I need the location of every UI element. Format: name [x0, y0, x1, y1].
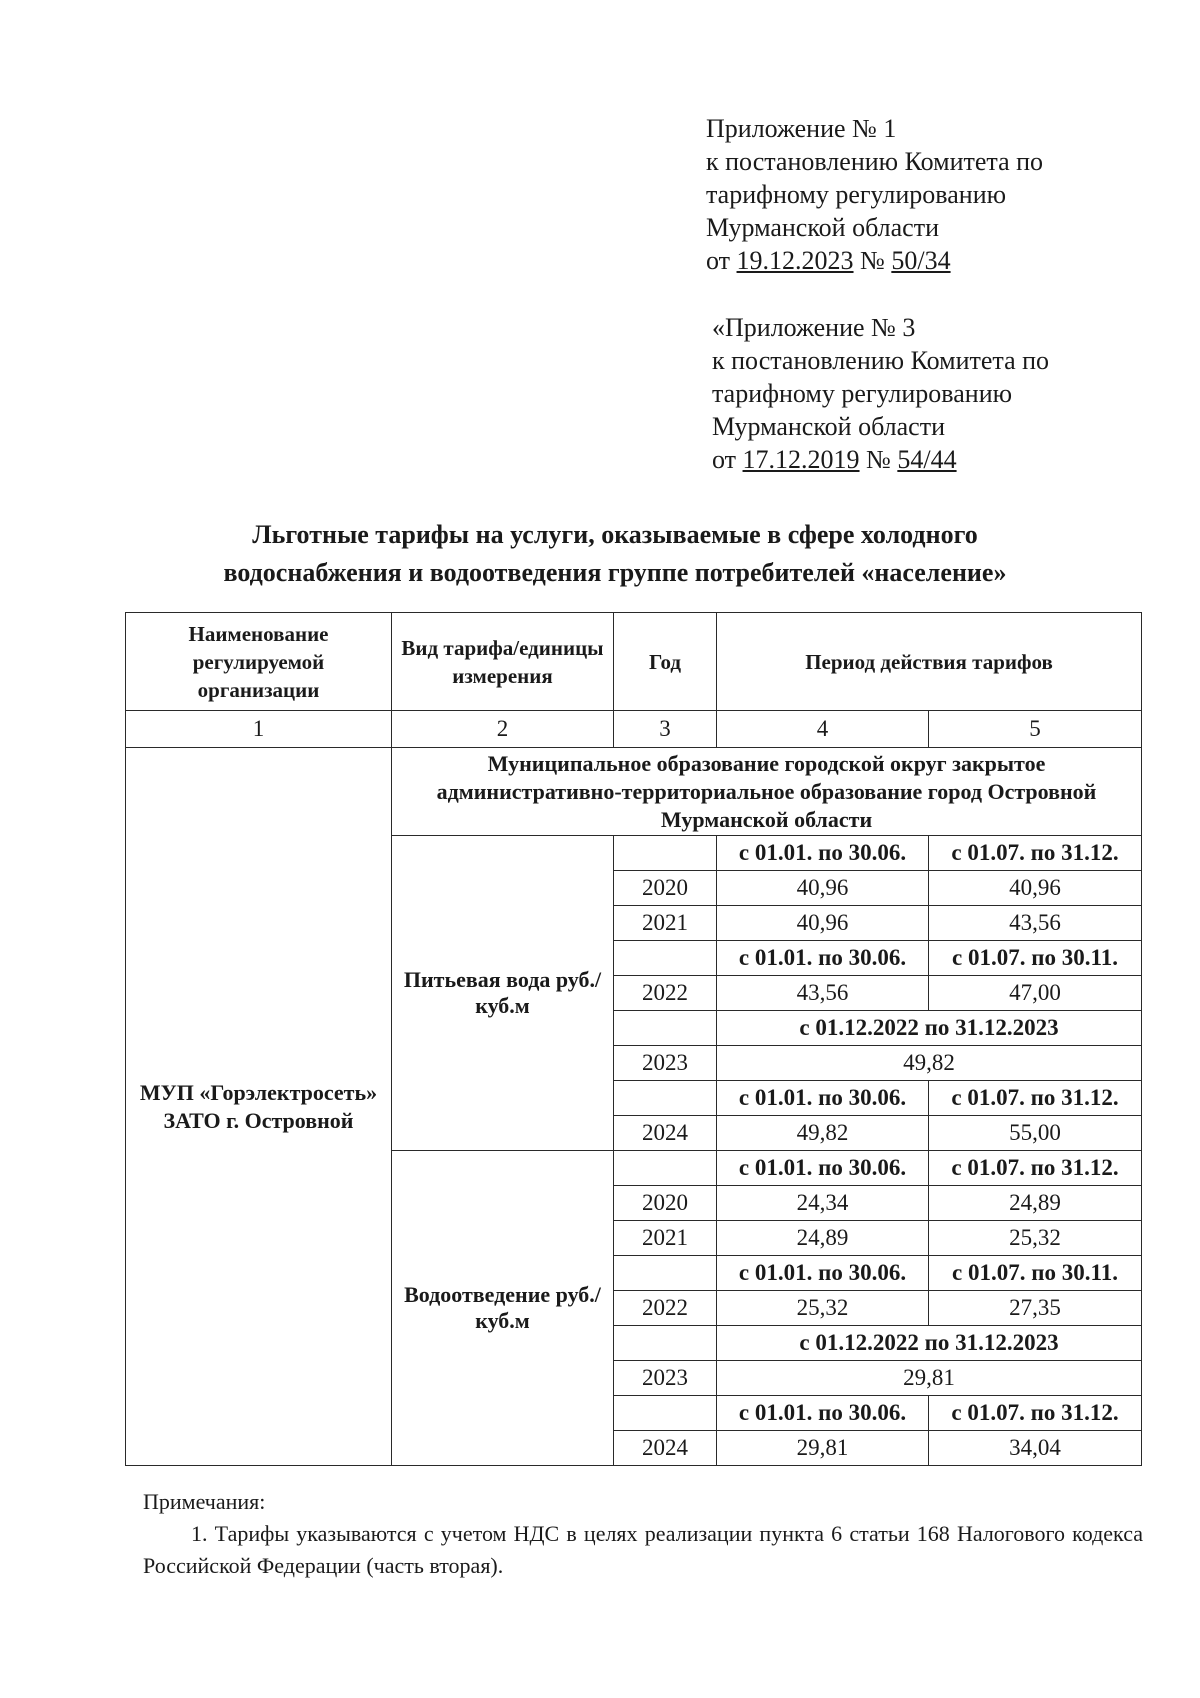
column-number-row — [126, 711, 1142, 748]
header-tariff-type: Вид тарифа/единицы измерения — [392, 613, 614, 711]
municipality-cell: Муниципальное образование городской округ закрытое административно-территориальное образование город Островной Мурманской области — [392, 748, 1142, 836]
tariff-value: 29,81 — [717, 1361, 1142, 1396]
period-cell: с 01.07. по 31.12. — [929, 1396, 1142, 1431]
year-cell — [614, 941, 717, 976]
appendix-3-block — [712, 311, 1049, 476]
header-organization: Наименование регулируемой организации — [126, 613, 392, 711]
appendix-1-date: 19.12.2023 — [736, 246, 854, 275]
tariff-value: 55,00 — [929, 1116, 1142, 1151]
year-cell — [614, 1256, 717, 1291]
tariff-value: 29,81 — [717, 1431, 929, 1466]
appendix-3-line-4: Мурманской области — [712, 412, 945, 441]
tariff-table — [125, 612, 1142, 1466]
tariff-value: 47,00 — [929, 976, 1142, 1011]
period-cell: с 01.12.2022 по 31.12.2023 — [717, 1011, 1142, 1046]
tariff-value: 43,56 — [929, 906, 1142, 941]
notes-section — [143, 1486, 1143, 1582]
header-year: Год — [614, 613, 717, 711]
municipality-row — [126, 748, 1142, 836]
appendix-3-date-prefix: от — [712, 445, 737, 474]
tariff-value: 49,82 — [717, 1046, 1142, 1081]
tariff-value: 24,89 — [929, 1186, 1142, 1221]
appendix-3-line-2: к постановлению Комитета по — [712, 346, 1050, 375]
tariff-value: 27,35 — [929, 1291, 1142, 1326]
service-wastewater: Водоотведение руб./куб.м — [392, 1151, 614, 1466]
appendix-3-date-line — [712, 443, 1049, 476]
column-number: 1 — [126, 711, 392, 748]
tariff-value: 40,96 — [717, 906, 929, 941]
period-cell: с 01.07. по 31.12. — [929, 836, 1142, 871]
appendix-1-date-line — [706, 244, 1043, 277]
appendix-1-block — [706, 112, 1043, 277]
period-cell: с 01.01. по 30.06. — [717, 1151, 929, 1186]
year-cell — [614, 836, 717, 871]
period-cell: с 01.01. по 30.06. — [717, 1256, 929, 1291]
tariff-value: 25,32 — [929, 1221, 1142, 1256]
column-number: 2 — [392, 711, 614, 748]
organization-cell: МУП «Горэлектросеть» ЗАТО г. Островной — [126, 748, 392, 1466]
appendix-1-date-prefix: от — [706, 246, 731, 275]
column-number: 4 — [717, 711, 929, 748]
period-cell: с 01.01. по 30.06. — [717, 1081, 929, 1116]
column-number: 3 — [614, 711, 717, 748]
year-cell: 2020 — [614, 1186, 717, 1221]
period-cell: с 01.01. по 30.06. — [717, 836, 929, 871]
year-cell: 2023 — [614, 1361, 717, 1396]
period-cell: с 01.07. по 31.12. — [929, 1081, 1142, 1116]
title-line-1: Льготные тарифы на услуги, оказываемые в сфере холодного — [252, 520, 978, 549]
year-cell: 2022 — [614, 976, 717, 1011]
tariff-value: 49,82 — [717, 1116, 929, 1151]
period-cell: с 01.07. по 30.11. — [929, 941, 1142, 976]
service-drinking-water: Питьевая вода руб./куб.м — [392, 836, 614, 1151]
table-header-row — [126, 613, 1142, 711]
period-cell: с 01.01. по 30.06. — [717, 1396, 929, 1431]
year-cell — [614, 1151, 717, 1186]
appendix-3-date: 17.12.2019 — [742, 445, 860, 474]
tariff-value: 40,96 — [929, 871, 1142, 906]
period-cell: с 01.07. по 30.11. — [929, 1256, 1142, 1291]
title-line-2: водоснабжения и водоотведения группе потребителей «население» — [223, 558, 1007, 587]
tariff-value: 40,96 — [717, 871, 929, 906]
appendix-1-line-4: Мурманской области — [706, 213, 939, 242]
note-item-1: 1. Тарифы указываются с учетом НДС в целях реализации пункта 6 статьи 168 Налогового кодекса Российской Федерации (часть вторая). — [143, 1521, 1143, 1578]
appendix-1-line-1: Приложение № 1 — [706, 114, 897, 143]
document-title — [130, 516, 1100, 592]
appendix-3-line-1: «Приложение № 3 — [712, 313, 916, 342]
tariff-value: 43,56 — [717, 976, 929, 1011]
notes-heading: Примечания: — [143, 1489, 266, 1514]
column-number: 5 — [929, 711, 1142, 748]
year-cell — [614, 1011, 717, 1046]
tariff-value: 34,04 — [929, 1431, 1142, 1466]
appendix-3-number: 54/44 — [897, 445, 957, 474]
appendix-1-line-3: тарифному регулированию — [706, 180, 1007, 209]
appendix-1-number-sign: № — [860, 246, 885, 275]
appendix-3-line-3: тарифному регулированию — [712, 379, 1013, 408]
year-cell: 2022 — [614, 1291, 717, 1326]
period-cell: с 01.07. по 31.12. — [929, 1151, 1142, 1186]
appendix-1-number: 50/34 — [891, 246, 951, 275]
period-cell: с 01.12.2022 по 31.12.2023 — [717, 1326, 1142, 1361]
year-cell: 2024 — [614, 1431, 717, 1466]
tariff-value: 24,89 — [717, 1221, 929, 1256]
year-cell: 2024 — [614, 1116, 717, 1151]
year-cell: 2021 — [614, 906, 717, 941]
year-cell — [614, 1081, 717, 1116]
year-cell — [614, 1326, 717, 1361]
appendix-3-number-sign: № — [866, 445, 891, 474]
year-cell: 2021 — [614, 1221, 717, 1256]
period-cell: с 01.01. по 30.06. — [717, 941, 929, 976]
tariff-value: 25,32 — [717, 1291, 929, 1326]
tariff-value: 24,34 — [717, 1186, 929, 1221]
year-cell: 2020 — [614, 871, 717, 906]
year-cell — [614, 1396, 717, 1431]
appendix-1-line-2: к постановлению Комитета по — [706, 147, 1044, 176]
header-period: Период действия тарифов — [717, 613, 1142, 711]
year-cell: 2023 — [614, 1046, 717, 1081]
